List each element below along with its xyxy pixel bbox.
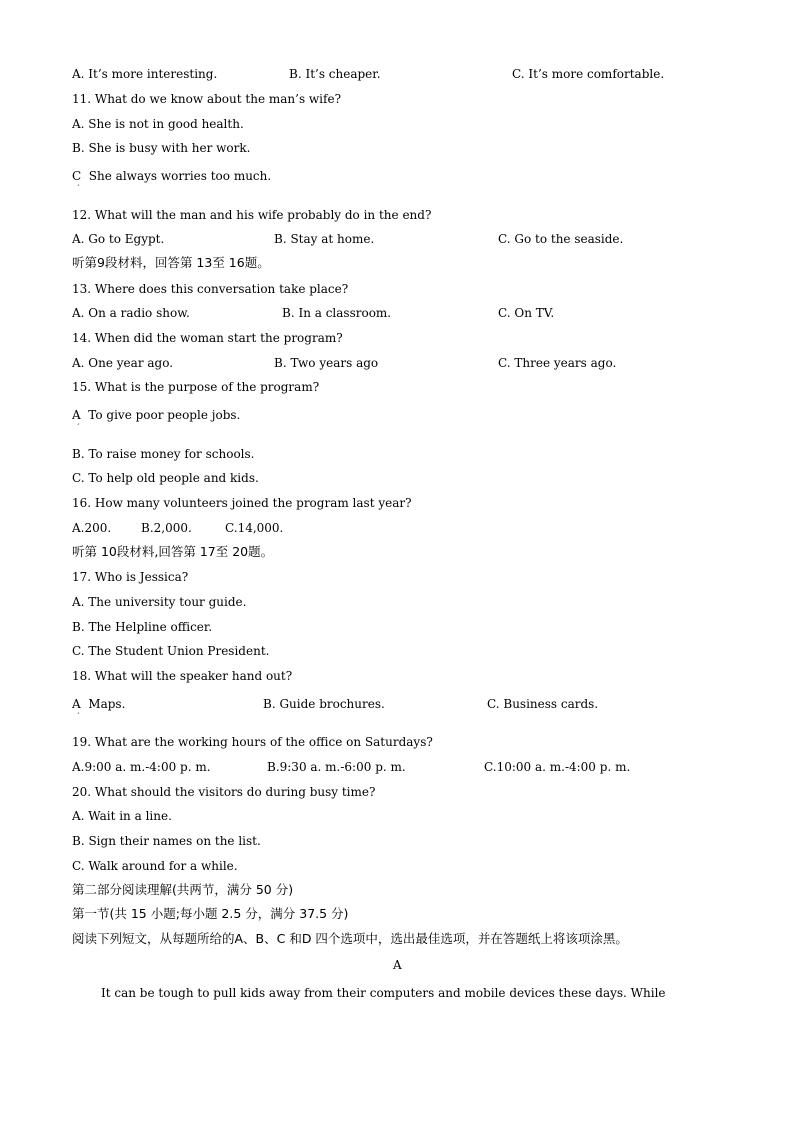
q11-option-c: C She always worries too much.	[72, 169, 272, 183]
q19-option-b: B.9:30 a. m.-6:00 p. m.	[267, 760, 406, 774]
section-10-heading: 听第 10段材料,回答第 17至 20题。	[72, 544, 274, 559]
q10-option-b: B. It’s cheaper.	[289, 67, 381, 81]
q18-option-a: A Maps.	[72, 697, 126, 711]
q13-option-b: B. In a classroom.	[282, 306, 392, 320]
q15-stem: 15. What is the purpose of the program?	[72, 380, 320, 394]
q18-stem: 18. What will the speaker hand out?	[72, 669, 293, 683]
stray-mark: ˊ	[76, 712, 80, 721]
q19-option-a: A.9:00 a. m.-4:00 p. m.	[72, 760, 211, 774]
q18-option-c: C. Business cards.	[487, 697, 599, 711]
q14-option-a: A. One year ago.	[72, 356, 174, 370]
q16-stem: 16. How many volunteers joined the program last year?	[72, 496, 412, 510]
part-2-heading: 第二部分阅读理解(共两节，满分 50 分)	[72, 882, 294, 897]
q13-stem: 13. Where does this conversation take place?	[72, 282, 349, 296]
q17-stem: 17. Who is Jessica?	[72, 570, 189, 584]
section-9-heading: 听第9段材料，回答第 13至 16题。	[72, 255, 270, 270]
stray-mark: ˊ	[76, 184, 80, 193]
q13-option-c: C. On TV.	[498, 306, 555, 320]
q14-option-c: C. Three years ago.	[498, 356, 617, 370]
q20-option-b: B. Sign their names on the list.	[72, 834, 261, 848]
q10-option-a: A. It’s more interesting.	[72, 67, 218, 81]
stray-mark: ˊ	[76, 423, 80, 432]
q19-stem: 19. What are the working hours of the office on Saturdays?	[72, 735, 433, 749]
q18-option-b: B. Guide brochures.	[263, 697, 385, 711]
q14-option-b: B. Two years ago	[274, 356, 379, 370]
passage-first-line: It can be tough to pull kids away from their computers and mobile devices these days. While	[101, 986, 666, 1000]
q10-option-c: C. It’s more comfortable.	[512, 67, 665, 81]
q15-option-c: C. To help old people and kids.	[72, 471, 259, 485]
section-1-heading: 第一节(共 15 小题;每小题 2.5 分，满分 37.5 分)	[72, 906, 349, 921]
q13-option-a: A. On a radio show.	[72, 306, 190, 320]
q20-stem: 20. What should the visitors do during busy time?	[72, 785, 376, 799]
q11-option-a: A. She is not in good health.	[72, 117, 244, 131]
q12-option-c: C. Go to the seaside.	[498, 232, 624, 246]
q15-option-b: B. To raise money for schools.	[72, 447, 255, 461]
reading-instructions: 阅读下列短文，从每题所给的A、B、C 和D 四个选项中，选出最佳选项，并在答题纸上将该项涂黑。	[72, 931, 628, 946]
q11-option-b: B. She is busy with her work.	[72, 141, 251, 155]
q16-option-a: A.200.	[72, 521, 112, 535]
q12-stem: 12. What will the man and his wife probably do in the end?	[72, 208, 432, 222]
q20-option-c: C. Walk around for a while.	[72, 859, 238, 873]
q20-option-a: A. Wait in a line.	[72, 809, 172, 823]
passage-label: A	[393, 958, 402, 972]
q16-option-b: B.2,000.	[141, 521, 192, 535]
q17-option-a: A. The university tour guide.	[72, 595, 247, 609]
q19-option-c: C.10:00 a. m.-4:00 p. m.	[484, 760, 631, 774]
q16-option-c: C.14,000.	[225, 521, 284, 535]
q17-option-c: C. The Student Union President.	[72, 644, 270, 658]
q11-stem: 11. What do we know about the man’s wife?	[72, 92, 341, 106]
q17-option-b: B. The Helpline officer.	[72, 620, 213, 634]
q15-option-a: A To give poor people jobs.	[72, 408, 241, 422]
q12-option-b: B. Stay at home.	[274, 232, 375, 246]
q14-stem: 14. When did the woman start the program?	[72, 331, 343, 345]
q12-option-a: A. Go to Egypt.	[72, 232, 165, 246]
